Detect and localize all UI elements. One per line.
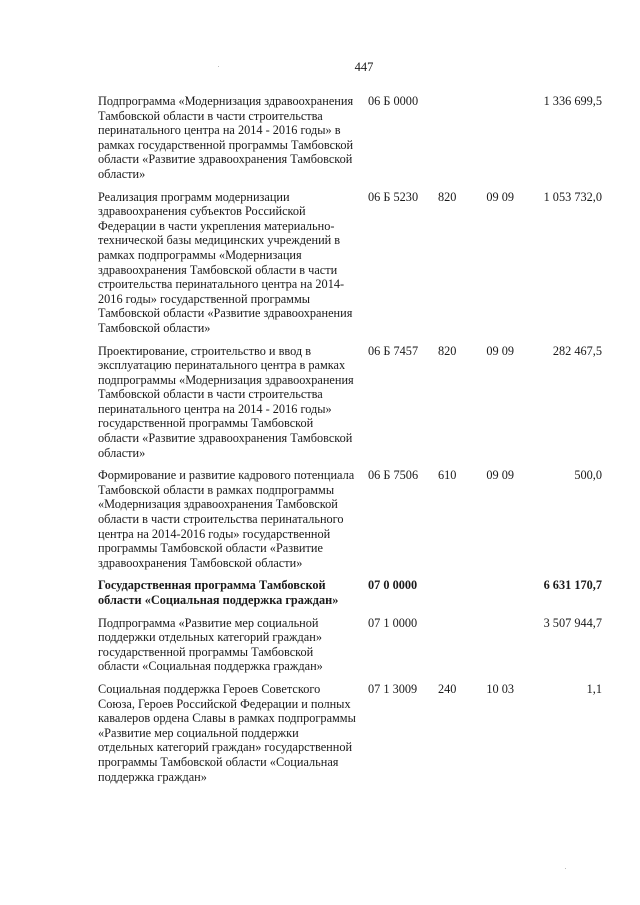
row-sum: 1,1 bbox=[586, 681, 602, 696]
row-section: 09 09 bbox=[486, 189, 514, 204]
row-expense-type: 240 bbox=[438, 681, 457, 696]
row-expense-type: 610 bbox=[438, 468, 457, 483]
row-target-code: 06 Б 0000 bbox=[368, 94, 419, 108]
row-description: Формирование и развитие кадрового потенциала Тамбовской области в рамках подпрограммы «Модернизация здравоохранения Тамбовской области в части строительства перинатального центра на 2014-2016 годы» государственной программы Тамбовской области «Развитие здравоохранения Тамбовской области» bbox=[98, 468, 355, 570]
row-sum: 1 053 732,0 bbox=[543, 189, 602, 204]
table-row bbox=[98, 616, 602, 674]
row-target-code: 07 0 0000 bbox=[368, 578, 418, 593]
row-sum: 500,0 bbox=[574, 468, 602, 483]
row-sum: 3 507 944,7 bbox=[543, 615, 602, 630]
row-sum: 6 631 170,7 bbox=[543, 578, 602, 593]
row-description: Реализация программ модернизации здравоохранения субъектов Российской Федерации в части укрепления материально-технической базы медицинских учреждений в рамках подпрограммы «Модернизация здравоохранения Тамбовской области в части строительства перинатального центра на 2014-2016 годы» государственной программы Тамбовской области «Развитие здравоохранения Тамбовской области» bbox=[98, 189, 353, 335]
row-expense-type: 820 bbox=[438, 189, 457, 204]
row-sum: 282 467,5 bbox=[552, 343, 602, 358]
row-target-code: 06 Б 5230 bbox=[368, 189, 419, 204]
budget-table bbox=[98, 94, 602, 792]
table-row bbox=[98, 578, 602, 607]
table-row bbox=[98, 94, 602, 182]
scan-speck bbox=[218, 66, 219, 67]
page-number: 447 bbox=[354, 60, 374, 74]
row-sum: 1 336 699,5 bbox=[543, 94, 602, 108]
row-description: Подпрограмма «Развитие мер социальной поддержки отдельных категорий граждан» государственной программы Тамбовской области «Социальная поддержка граждан» bbox=[98, 615, 323, 674]
row-section: 09 09 bbox=[486, 468, 514, 483]
table-row bbox=[98, 468, 602, 570]
table-row bbox=[98, 190, 602, 336]
row-expense-type: 820 bbox=[438, 343, 457, 358]
table-row bbox=[98, 344, 602, 461]
row-target-code: 07 1 3009 bbox=[368, 681, 418, 696]
row-section: 09 09 bbox=[486, 343, 514, 358]
row-description: Проектирование, строительство и ввод в эксплуатацию перинатального центра в рамках подпрограммы «Модернизация здравоохранения Тамбовской области в части строительства перинатального центра на 2014 - 2016 годы» государственной программы Тамбовской области «Развитие здравоохранения Тамбовской области» bbox=[98, 343, 354, 460]
row-target-code: 06 Б 7457 bbox=[368, 343, 419, 358]
table-row bbox=[98, 682, 602, 784]
row-description: Подпрограмма «Модернизация здравоохранения Тамбовской области в части строительства перинатального центра на 2014 - 2016 годы» в рамках государственной программы Тамбовской области «Развитие здравоохранения Тамбовской области» bbox=[98, 94, 354, 181]
row-target-code: 06 Б 7506 bbox=[368, 468, 419, 483]
row-description: Социальная поддержка Героев Советского Союза, Героев Российской Федерации и полных кавалеров ордена Славы в рамках подпрограммы «Развитие мер социальной поддержки отдельных категорий граждан» государственной программы Тамбовской области «Социальная поддержка граждан» bbox=[98, 681, 356, 784]
row-target-code: 07 1 0000 bbox=[368, 615, 418, 630]
scan-speck bbox=[565, 868, 566, 869]
row-description: Государственная программа Тамбовской области «Социальная поддержка граждан» bbox=[98, 578, 339, 607]
row-section: 10 03 bbox=[486, 681, 514, 696]
